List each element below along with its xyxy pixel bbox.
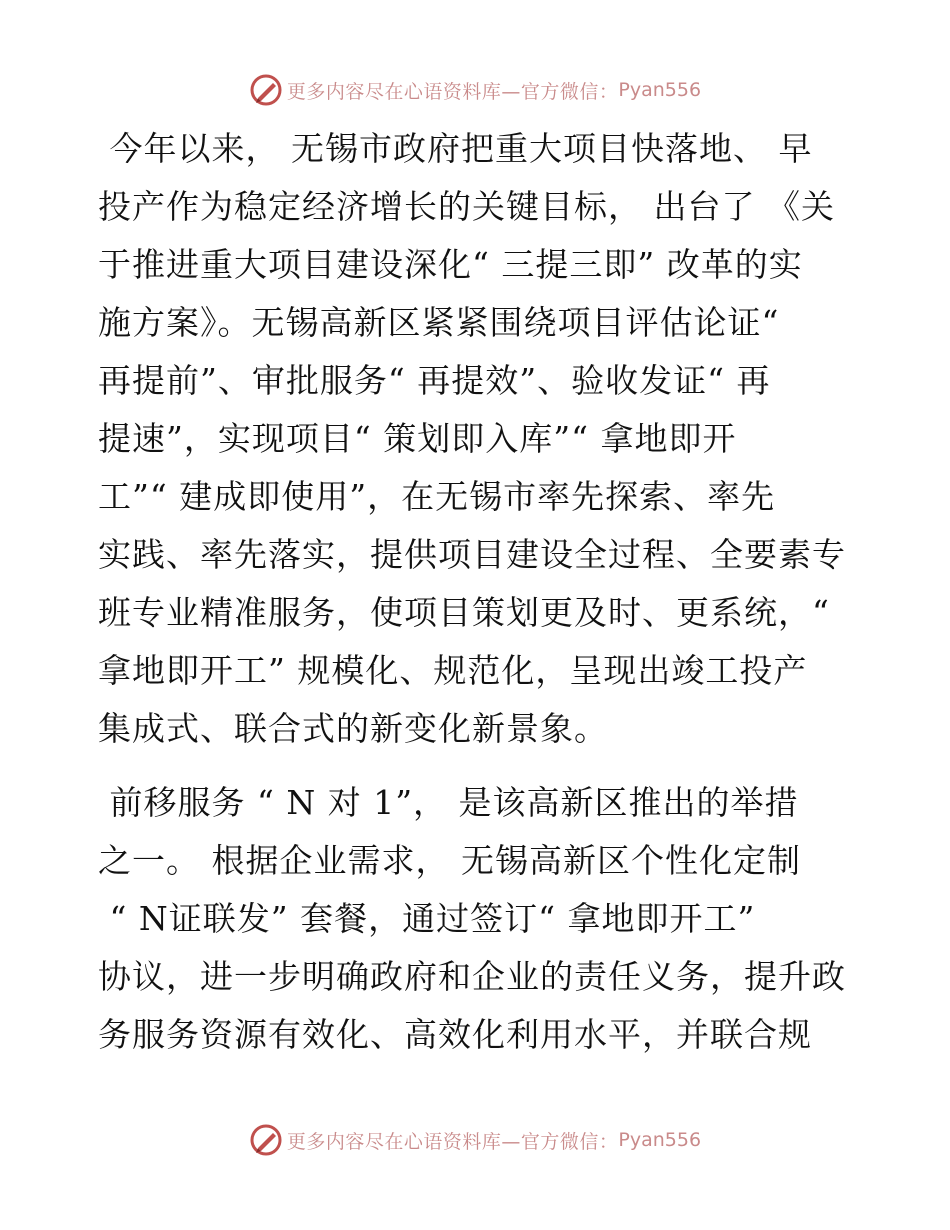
text-line: 前移服务 “ N 对 1”， 是该高新区推出的举措 <box>98 783 799 822</box>
watermark-text: 更多内容尽在心语资料库—官方微信： <box>286 80 619 103</box>
footer-watermark <box>0 1120 950 1160</box>
text-line: 于推进重大项目建设深化“ 三提三即” 改革的实 <box>98 245 803 284</box>
text-line: 实践、率先落实，提供项目建设全过程、全要素专 <box>98 535 846 574</box>
text-line: 今年以来， 无锡市政府把重大项目快落地、 早 <box>98 129 813 168</box>
watermark-text: 更多内容尽在心语资料库—官方微信： <box>286 1130 619 1153</box>
pen-logo-icon <box>249 1123 283 1157</box>
document-body <box>98 120 858 1064</box>
text-line: “ N证联发” 套餐，通过签订“ 拿地即开工” <box>98 899 756 938</box>
pen-logo-icon <box>249 73 283 107</box>
paragraph-2 <box>98 774 858 1064</box>
text-line: 之一。 根据企业需求， 无锡高新区个性化定制 <box>98 841 801 880</box>
text-line: 投产作为稳定经济增长的关键目标， 出台了 《关 <box>98 187 835 226</box>
header-watermark <box>0 70 950 110</box>
text-line: 再提前”、审批服务“ 再提效”、验收发证“ 再 <box>98 361 771 400</box>
text-line: 务服务资源有效化、高效化利用水平，并联合规 <box>98 1015 812 1054</box>
text-line: 班专业精准服务，使项目策划更及时、更系统，“ <box>98 593 830 632</box>
text-line: 协议，进一步明确政府和企业的责任义务，提升政 <box>98 957 846 996</box>
text-line: 提速”，实现项目“ 策划即入库”“ 拿地即开 <box>98 419 737 458</box>
paragraph-1 <box>98 120 858 758</box>
text-line: 工”“ 建成即使用”，在无锡市率先探索、率先 <box>98 477 776 516</box>
text-line: 拿地即开工” 规模化、规范化，呈现出竣工投产 <box>98 651 808 690</box>
text-line: 集成式、联合式的新变化新景象。 <box>98 709 608 748</box>
text-line: 施方案》。无锡高新区紧紧围绕项目评估论证“ <box>98 303 780 342</box>
watermark-handle: Pyan556 <box>618 1129 702 1151</box>
watermark-handle: Pyan556 <box>618 79 702 101</box>
